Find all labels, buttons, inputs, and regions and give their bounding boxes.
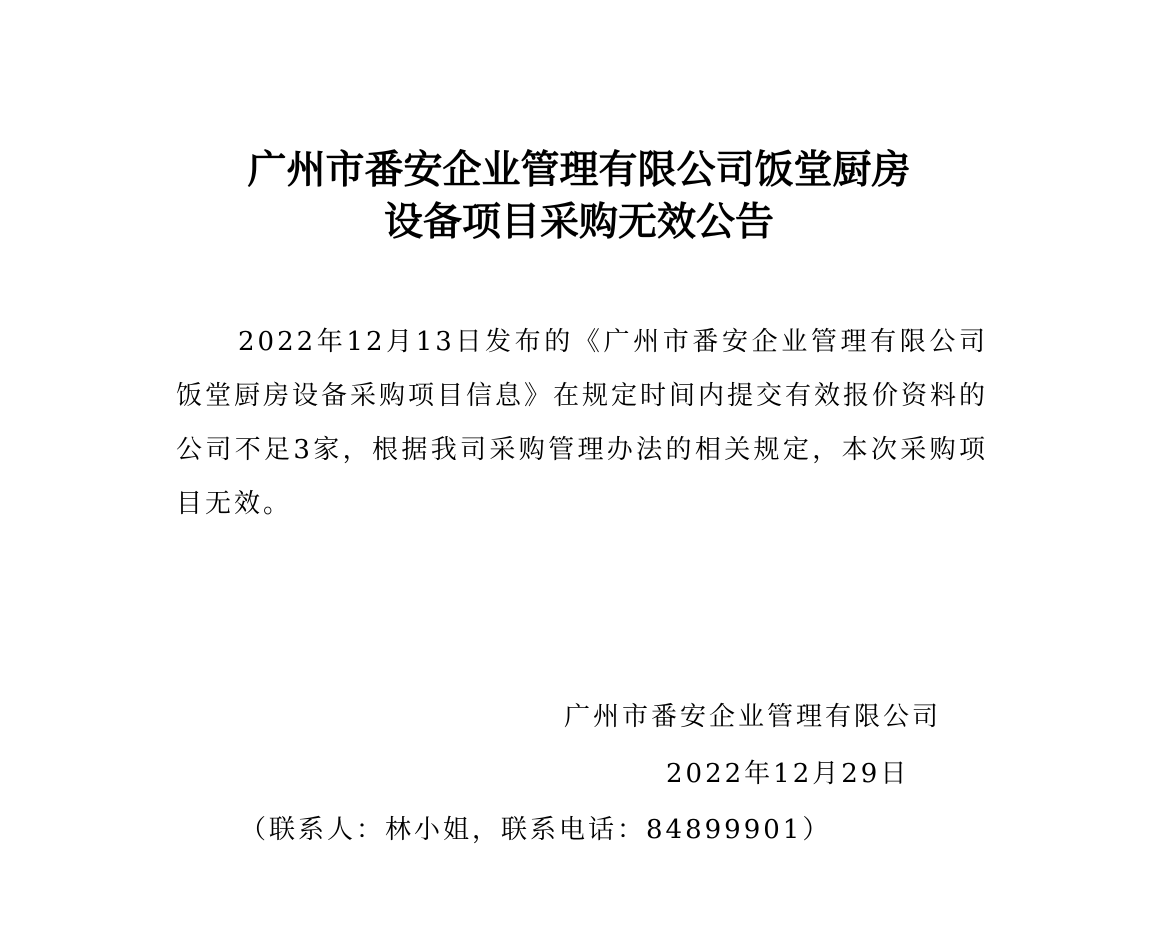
notice-title-line-1: 广州市番安企业管理有限公司饭堂厨房 xyxy=(247,148,911,193)
issue-date: 2022年12月29日 xyxy=(666,759,910,789)
notice-body-paragraph: 2022年12月13日发布的《广州市番安企业管理有限公司饭堂厨房设备采购项目信息》在规定时间内提交有效报价资料的公司不足3家，根据我司采购管理办法的相关规定，本次采购项目无效。 xyxy=(176,327,989,519)
issuer-company: 广州市番安企业管理有限公司 xyxy=(564,702,942,732)
notice-title-line-2: 设备项目采购无效公告 xyxy=(383,200,774,245)
contact-info: （联系人：林小姐，联系电话：84899901） xyxy=(240,815,832,845)
